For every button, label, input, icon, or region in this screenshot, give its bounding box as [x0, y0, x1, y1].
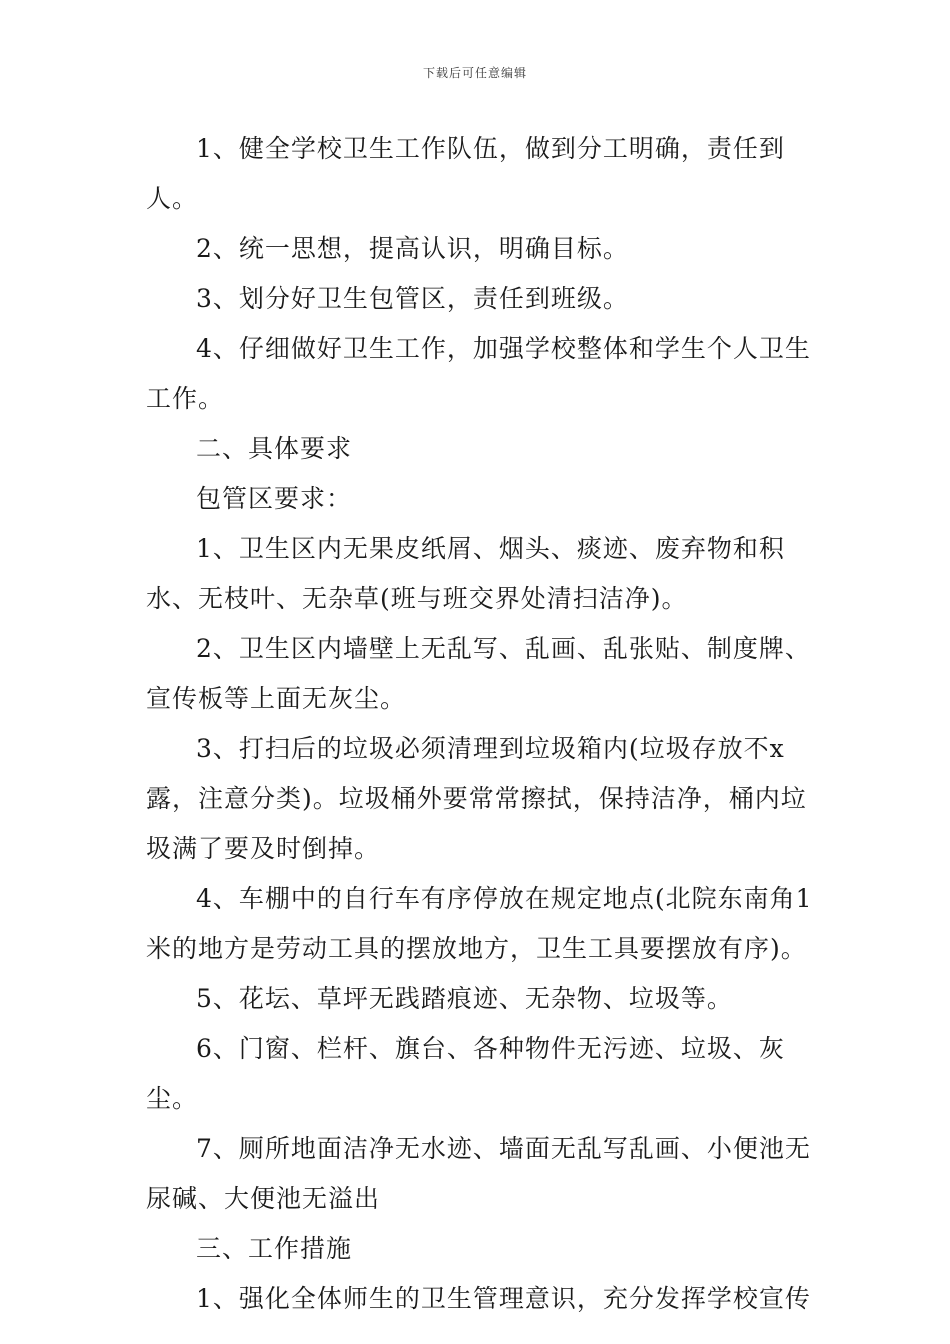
paragraph-3: 3、划分好卫生包管区，责任到班级。 — [196, 284, 629, 313]
requirement-5: 5、花坛、草坪无践踏痕迹、无杂物、垃圾等。 — [196, 984, 733, 1013]
requirement-1: 1、卫生区内无果皮纸屑、烟头、痰迹、废弃物和积水、无枝叶、无杂草(班与班交界处清扫洁净)。 — [146, 534, 785, 613]
measure-1: 1、强化全体师生的卫生管理意识，充分发挥学校宣传 — [196, 1284, 811, 1313]
requirement-6: 6、门窗、栏杆、旗台、各种物件无污迹、垃圾、灰尘。 — [146, 1034, 785, 1113]
paragraph-1: 1、健全学校卫生工作队伍，做到分工明确，责任到人。 — [146, 134, 785, 213]
section-heading-measures: 三、工作措施 — [196, 1234, 353, 1263]
subheading-area-requirements: 包管区要求： — [196, 484, 353, 513]
document-body — [146, 124, 826, 1324]
requirement-7: 7、厕所地面洁净无水迹、墙面无乱写乱画、小便池无尿碱、大便池无溢出 — [146, 1134, 811, 1213]
header-note: 下载后可任意编辑 — [422, 66, 527, 80]
requirement-2: 2、卫生区内墙壁上无乱写、乱画、乱张贴、制度牌、宣传板等上面无灰尘。 — [146, 634, 811, 713]
paragraph-4: 4、仔细做好卫生工作，加强学校整体和学生个人卫生工作。 — [146, 334, 811, 413]
requirement-4: 4、车棚中的自行车有序停放在规定地点(北院东南角1米的地方是劳动工具的摆放地方，卫生工具要摆放有序)。 — [146, 884, 813, 963]
section-heading-requirements: 二、具体要求 — [196, 434, 353, 463]
paragraph-2: 2、统一思想，提高认识，明确目标。 — [196, 234, 629, 263]
requirement-3: 3、打扫后的垃圾必须清理到垃圾箱内(垃圾存放不x露，注意分类)。垃圾桶外要常常擦拭，保持洁净，桶内垃圾满了要及时倒掉。 — [146, 734, 807, 863]
